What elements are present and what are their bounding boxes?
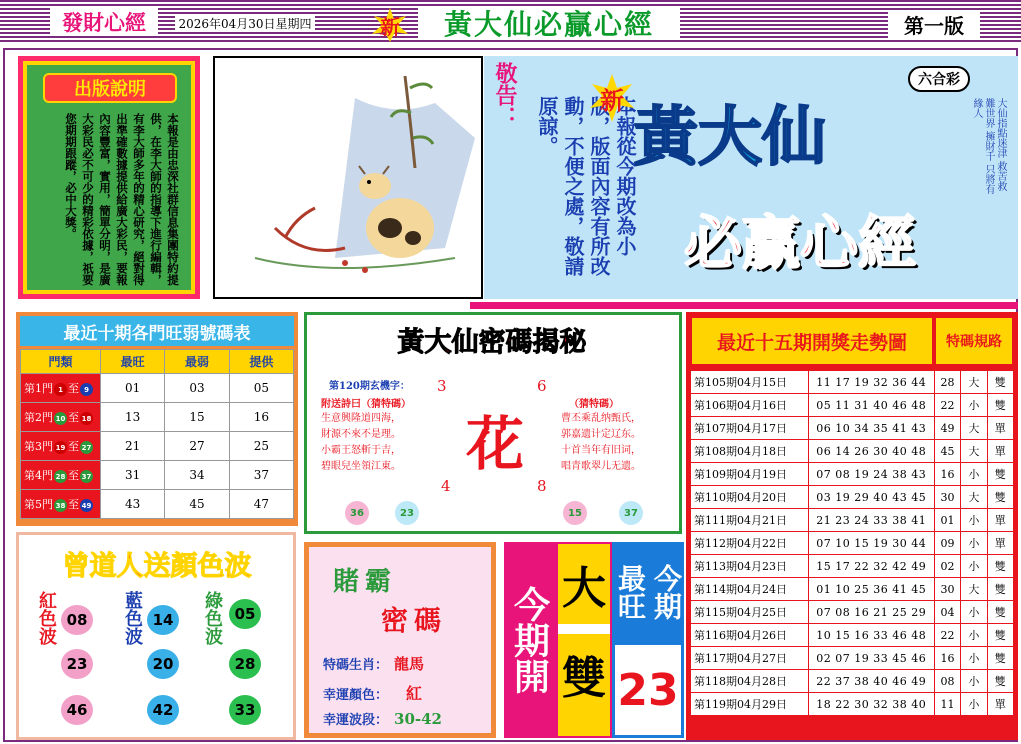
gamble-panel (304, 542, 496, 738)
door-ball: 10 (54, 412, 67, 425)
colorwave-panel (16, 532, 296, 740)
door-ball: 27 (80, 441, 93, 454)
numbers-cell: 22 37 38 40 46 49 (808, 670, 934, 693)
secret-left-tag: 附送詩曰（猜特碼） (321, 399, 411, 410)
size-cell: 小 (961, 601, 987, 624)
publish-note-text: 本報是由忠深社群信息集團特約提供，在李大師的指導下進行編輯，有李大師多年的精心研究，絕對得出準確數據提供給廣大彩民，要報內容豐富，實用，簡單分明，是廣大彩民必不可少的精彩依據，祇要您期期跟蹤，必中大獎。 (64, 113, 180, 286)
issue-cell: 第119期04月29日 (691, 693, 809, 716)
size-cell: 小 (961, 555, 987, 578)
issue-cell: 第107期04月17日 (691, 417, 809, 440)
blue-ball: 14 (147, 605, 179, 635)
edition-box (888, 10, 980, 38)
secret-number: 4 (441, 477, 451, 495)
table10-title: 最近十期各門旺弱號碼表 (63, 323, 251, 344)
door-ball: 9 (80, 383, 93, 396)
special-cell: 16 (934, 647, 960, 670)
table10-header-row (21, 350, 294, 374)
size-cell: 小 (961, 463, 987, 486)
poem-line: 小霸王怒斬于吉， (321, 445, 401, 456)
table-row (691, 601, 1014, 624)
table-row (691, 509, 1014, 532)
table-row (691, 647, 1014, 670)
table-row: 第2門 10 至 18 13 15 16 (21, 403, 294, 432)
numbers-cell: 11 17 19 32 36 44 (808, 371, 934, 394)
issue-cell: 第114期04月24日 (691, 578, 809, 601)
blue-ball: 42 (147, 695, 179, 725)
zodiac-label: 特碼生肖： (323, 658, 389, 673)
odd-cell: 雙 (987, 555, 1013, 578)
secret-issue: 第120期玄機字： (329, 381, 410, 392)
special-cell: 30 (934, 578, 960, 601)
today-hot-number: 23 (617, 664, 679, 716)
today-result-box (556, 542, 612, 738)
numbers-cell: 07 08 16 21 25 29 (808, 601, 934, 624)
lucky-color-label: 幸運顏色： (323, 688, 389, 703)
issue-cell: 第105期04月15日 (691, 371, 809, 394)
min-cell: 03 (165, 374, 229, 403)
door-ball: 38 (54, 499, 67, 512)
odd-cell: 單 (987, 440, 1013, 463)
door-label: 第2門 (24, 410, 53, 424)
door-label: 第5門 (24, 497, 53, 511)
give-cell: 16 (229, 403, 293, 432)
gamble-title1: 賭霸 (333, 567, 398, 597)
give-cell: 47 (229, 490, 293, 519)
poem-line: 郭嘉遗计定辽东。 (561, 429, 641, 440)
zodiac-value: 龍馬 (394, 655, 425, 673)
table-row (691, 486, 1014, 509)
special-cell: 08 (934, 670, 960, 693)
numbers-cell: 03 19 29 40 43 45 (808, 486, 934, 509)
banner-title2-box (684, 196, 1014, 280)
table10-header: 提供 (229, 350, 293, 374)
numbers-cell: 01 10 25 36 41 45 (808, 578, 934, 601)
special-cell: 22 (934, 624, 960, 647)
publish-note-panel (18, 56, 200, 299)
publish-note-title: 出版說明 (74, 79, 146, 100)
trend-side-title: 特碼規路 (946, 334, 1002, 350)
today-hot-label1: 今期 (650, 564, 683, 620)
green-ball: 05 (229, 599, 261, 629)
door-ball: 19 (54, 441, 67, 454)
issue-cell: 第117期04月27日 (691, 647, 809, 670)
table-row (691, 394, 1014, 417)
issue-cell: 第111期04月21日 (691, 509, 809, 532)
issue-cell: 第106期04月16日 (691, 394, 809, 417)
door-ball: 28 (54, 470, 67, 483)
table10-header: 最旺 (101, 350, 165, 374)
issue-cell: 第118期04月28日 (691, 670, 809, 693)
secret-ball: 15 (563, 501, 587, 525)
special-cell: 11 (934, 693, 960, 716)
secret-big-char: 花 (465, 410, 524, 478)
trend-title: 最近十五期開獎走勢圖 (716, 331, 907, 354)
today-hot-number-box (612, 642, 684, 738)
table-row (691, 463, 1014, 486)
special-cell: 45 (934, 440, 960, 463)
liuhecai-text: 六合彩 (918, 72, 960, 88)
numbers-cell: 15 17 22 32 42 49 (808, 555, 934, 578)
odd-cell: 單 (987, 693, 1013, 716)
odd-cell: 雙 (987, 371, 1013, 394)
table10 (20, 349, 294, 519)
red-ball: 46 (61, 695, 93, 725)
publish-note-title-box (43, 73, 177, 103)
numbers-cell: 07 08 19 24 38 43 (808, 463, 934, 486)
special-cell: 01 (934, 509, 960, 532)
notice-label: 敬告： (492, 62, 518, 128)
numbers-cell: 07 10 15 19 30 44 (808, 532, 934, 555)
lucky-range-value: 30-42 (394, 710, 442, 728)
max-cell: 43 (101, 490, 165, 519)
green-wave-label: 綠色波 (202, 591, 223, 645)
table-row (691, 417, 1014, 440)
table-row (691, 555, 1014, 578)
blue-ball: 20 (147, 649, 179, 679)
today-open-box (504, 542, 556, 738)
secret-number: 8 (537, 477, 547, 495)
door-ball: 49 (80, 499, 93, 512)
date: 2026年04月30日星期四 (178, 16, 312, 31)
door-label: 第4門 (24, 468, 53, 482)
edition: 第一版 (904, 13, 964, 38)
odd-cell: 單 (987, 532, 1013, 555)
notice-text: 本報從今期改為小版，版面內容有所改動，不便之處，敬請原諒。 (535, 96, 637, 276)
numbers-cell: 10 15 16 33 46 48 (808, 624, 934, 647)
main-title: 黃大仙必贏心經 (443, 8, 654, 41)
lucky-color-value: 紅 (406, 684, 423, 703)
issue-cell: 第108期04月18日 (691, 440, 809, 463)
poem-line: 唱青歌翠儿无遗。 (561, 461, 641, 472)
special-cell: 28 (934, 371, 960, 394)
secret-title: 黃大仙密碼揭秘 (397, 326, 587, 358)
give-cell: 05 (229, 374, 293, 403)
odd-cell: 雙 (987, 486, 1013, 509)
red-ball: 08 (61, 605, 93, 635)
give-cell: 25 (229, 432, 293, 461)
size-cell: 大 (961, 578, 987, 601)
banner-title1-box (634, 86, 874, 178)
numbers-cell: 18 22 30 32 38 40 (808, 693, 934, 716)
special-cell: 09 (934, 532, 960, 555)
liuhecai-badge (908, 66, 970, 92)
table-row (691, 578, 1014, 601)
today-open-label: 今期開 (508, 586, 551, 694)
poem-line: 碧眼兒坐領江東。 (321, 461, 401, 472)
secret-panel (304, 312, 682, 534)
special-cell: 02 (934, 555, 960, 578)
table-row: 第4門 28 至 37 31 34 37 (21, 461, 294, 490)
table-row (691, 693, 1014, 716)
table10-header: 門類 (21, 350, 101, 374)
secret-ball: 23 (395, 501, 419, 525)
table-row (691, 670, 1014, 693)
special-cell: 16 (934, 463, 960, 486)
issue-cell: 第110期04月20日 (691, 486, 809, 509)
door-label: 第1門 (24, 381, 53, 395)
pink-divider (470, 302, 1018, 309)
illustration-frame (213, 56, 483, 299)
size-cell: 大 (961, 440, 987, 463)
max-cell: 31 (101, 461, 165, 490)
special-cell: 04 (934, 601, 960, 624)
poem-line: 生意興隆道四海， (321, 413, 401, 424)
colorwave-title: 曾道人送顏色波 (62, 550, 252, 582)
size-cell: 小 (961, 670, 987, 693)
secret-number: 3 (437, 377, 447, 395)
issue-cell: 第115期04月25日 (691, 601, 809, 624)
today-hot-label2: 最旺 (614, 564, 647, 620)
size-cell: 小 (961, 624, 987, 647)
numbers-cell: 06 14 26 30 40 48 (808, 440, 934, 463)
secret-right-tag: （猜特碼） (569, 399, 619, 410)
door-label: 第3門 (24, 439, 53, 453)
today-size: 大 (562, 563, 606, 614)
secret-ball: 36 (345, 501, 369, 525)
odd-cell: 雙 (987, 647, 1013, 670)
size-cell: 小 (961, 647, 987, 670)
green-ball: 28 (229, 649, 261, 679)
red-wave-label: 紅色波 (36, 591, 57, 645)
poem-line: 財源不來不是理。 (321, 429, 401, 440)
poem-line: 十首当年有旧词， (561, 445, 641, 456)
odd-cell: 單 (987, 417, 1013, 440)
numbers-cell: 21 23 24 33 38 41 (808, 509, 934, 532)
max-cell: 01 (101, 374, 165, 403)
table-row: 第3門 19 至 27 21 27 25 (21, 432, 294, 461)
left-title: 發財心經 (62, 10, 146, 35)
odd-cell: 雙 (987, 394, 1013, 417)
today-odd: 雙 (562, 653, 606, 704)
min-cell: 45 (165, 490, 229, 519)
issue-cell: 第112期04月22日 (691, 532, 809, 555)
red-ball: 23 (61, 649, 93, 679)
odd-cell: 雙 (987, 624, 1013, 647)
trend-panel (686, 312, 1018, 740)
table10-panel (16, 312, 298, 526)
size-cell: 大 (961, 417, 987, 440)
numbers-cell: 05 11 31 40 46 48 (808, 394, 934, 417)
blue-wave-label: 藍色波 (122, 591, 143, 645)
notice-new-badge: 新 (600, 85, 624, 115)
numbers-cell: 02 07 19 33 45 46 (808, 647, 934, 670)
min-cell: 34 (165, 461, 229, 490)
secret-number: 6 (537, 377, 547, 395)
issue-cell: 第116期04月26日 (691, 624, 809, 647)
table10-header: 最弱 (165, 350, 229, 374)
table-row (691, 624, 1014, 647)
max-cell: 13 (101, 403, 165, 432)
door-ball: 1 (54, 383, 67, 396)
poem-line: 曹丕乘乱纳甄氏， (561, 413, 641, 424)
door-ball: 37 (80, 470, 93, 483)
size-cell: 小 (961, 394, 987, 417)
special-cell: 22 (934, 394, 960, 417)
trend-table (690, 370, 1014, 716)
table-row: 第5門 38 至 49 43 45 47 (21, 490, 294, 519)
table-row (691, 371, 1014, 394)
table-row: 第1門 1 至 9 01 03 05 (21, 374, 294, 403)
lucky-range-label: 幸運波段： (323, 713, 389, 728)
today-hot-label-box (612, 542, 684, 642)
banner-title1: 黃大仙 (634, 100, 826, 175)
give-cell: 37 (229, 461, 293, 490)
size-cell: 小 (961, 693, 987, 716)
min-cell: 27 (165, 432, 229, 461)
odd-cell: 雙 (987, 578, 1013, 601)
numbers-cell: 06 10 34 35 41 43 (808, 417, 934, 440)
banner-title2: 必贏心經 (684, 209, 917, 277)
main-title-box (418, 6, 680, 40)
size-cell: 小 (961, 509, 987, 532)
odd-cell: 雙 (987, 601, 1013, 624)
table-row (691, 440, 1014, 463)
banner-panel (484, 56, 1018, 299)
min-cell: 15 (165, 403, 229, 432)
table-row (691, 532, 1014, 555)
new-badge: 新 (380, 14, 400, 39)
door-ball: 18 (80, 412, 93, 425)
gamble-title2: 密碼 (381, 606, 447, 637)
special-cell: 49 (934, 417, 960, 440)
left-title-box (50, 8, 158, 36)
cow-illustration (215, 58, 481, 297)
banner-side-text: 大仙指點迷津 救苦救難世界 擁財千 只將有緣人 (971, 98, 1006, 195)
issue-cell: 第113期04月23日 (691, 555, 809, 578)
green-ball: 33 (229, 695, 261, 725)
odd-cell: 單 (987, 509, 1013, 532)
issue-cell: 第109期04月19日 (691, 463, 809, 486)
odd-cell: 雙 (987, 670, 1013, 693)
odd-cell: 雙 (987, 463, 1013, 486)
max-cell: 21 (101, 432, 165, 461)
secret-ball: 37 (619, 501, 643, 525)
size-cell: 大 (961, 486, 987, 509)
date-box (175, 14, 315, 32)
size-cell: 小 (961, 532, 987, 555)
special-cell: 30 (934, 486, 960, 509)
size-cell: 大 (961, 371, 987, 394)
